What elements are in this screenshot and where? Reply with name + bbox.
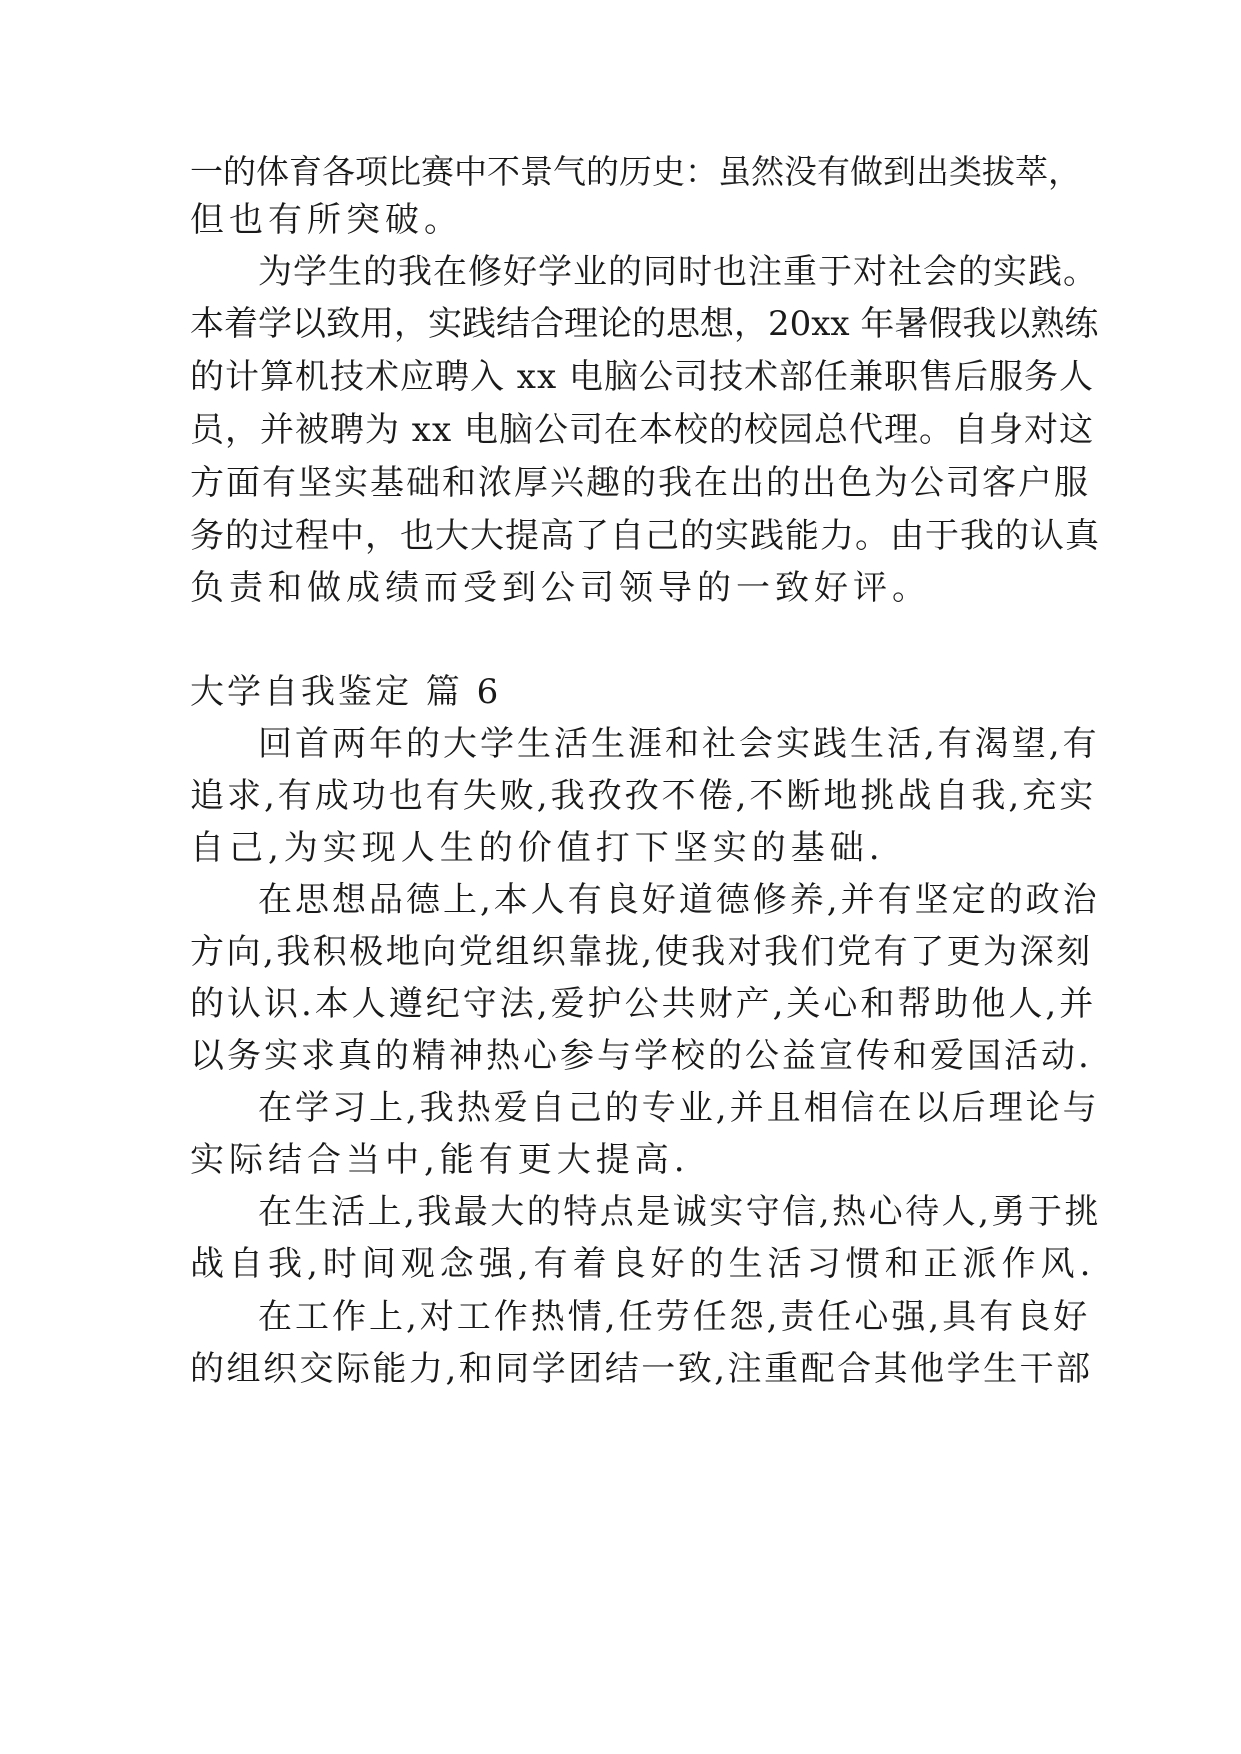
paragraph-first-line: 为学生的我在修好学业的同时也注重于对社会的实践。 xyxy=(258,252,1098,292)
text-line: 自己,为实现人生的价值打下坚实的基础. xyxy=(190,828,885,868)
paragraph-first-line: 在思想品德上,本人有良好道德修养,并有坚定的政治 xyxy=(258,880,1100,920)
section-heading: 大学自我鉴定 篇 6 xyxy=(190,672,502,712)
text-line: 以务实求真的精神热心参与学校的公益宣传和爱国活动. xyxy=(190,1036,1092,1076)
text-line: 的计算机技术应聘入 xx 电脑公司技术部任兼职售后服务人 xyxy=(190,357,1094,397)
text-line: 方向,我积极地向党组织靠拢,使我对我们党有了更为深刻 xyxy=(190,932,1093,972)
paragraph-first-line: 回首两年的大学生活生涯和社会实践生活,有渴望,有 xyxy=(258,724,1100,764)
text-line: 的认识.本人遵纪守法,爱护公共财产,关心和帮助他人,并 xyxy=(190,984,1097,1024)
paragraph-first-line: 在学习上,我热爱自己的专业,并且相信在以后理论与 xyxy=(258,1088,1100,1128)
text-line: 负责和做成绩而受到公司领导的一致好评。 xyxy=(190,568,931,608)
paragraph-first-line: 在工作上,对工作热情,任劳任怨,责任心强,具有良好 xyxy=(258,1297,1091,1337)
text-line: 但也有所突破。 xyxy=(190,200,463,240)
text-line: 实际结合当中,能有更大提高. xyxy=(190,1140,690,1180)
text-line: 本着学以致用，实践结合理论的思想，20xx 年暑假我以熟练 xyxy=(190,304,1099,344)
text-line: 员，并被聘为 xx 电脑公司在本校的校园总代理。自身对这 xyxy=(190,410,1094,450)
text-line: 的组织交际能力,和同学团结一致,注重配合其他学生干部 xyxy=(190,1349,1093,1389)
text-line: 务的过程中，也大大提高了自己的实践能力。由于我的认真 xyxy=(190,516,1100,556)
text-line: 一的体育各项比赛中不景气的历史：虽然没有做到出类拔萃， xyxy=(190,152,1081,191)
text-line: 追求,有成功也有失败,我孜孜不倦,不断地挑战自我,充实 xyxy=(190,776,1097,816)
text-line: 战自我,时间观念强,有着良好的生活习惯和正派作风. xyxy=(190,1244,1096,1284)
text-line: 方面有坚实基础和浓厚兴趣的我在出的出色为公司客户服 xyxy=(190,463,1090,503)
paragraph-first-line: 在生活上,我最大的特点是诚实守信,热心待人,勇于挑 xyxy=(258,1192,1101,1232)
